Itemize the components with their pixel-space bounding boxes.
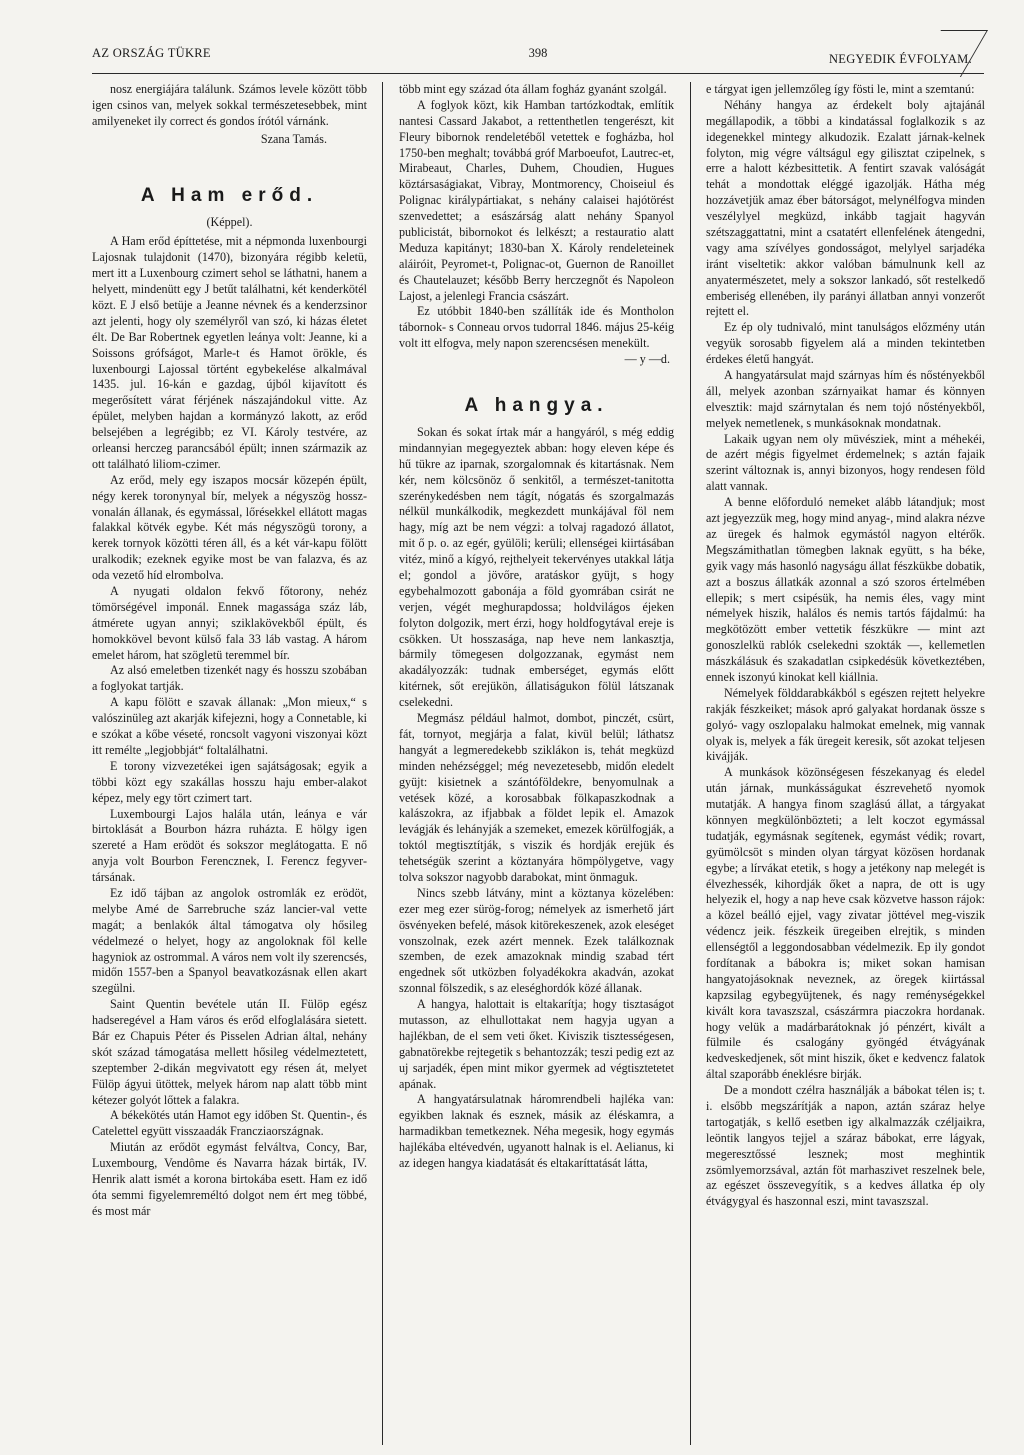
hangya-body <box>399 425 674 1172</box>
paragraph: E torony vizvezetékei igen sajátságosak; egyik a többi közt egy szakállas hosszu haju ember-alakot képez, mely egy tört czimert tart. <box>92 758 367 805</box>
ham-erod-body-continued <box>399 82 674 352</box>
paragraph: Saint Quentin bevétele után II. Fülöp egész hadseregével a Ham város és erőd elfoglalására sietett. Bár ez Chapuis Péter és Pisselen Adrian által, nehány skót század támogatása mellett hősileg védelmeztetett, szeptember 2-dikán megvivatott egy résen át, melyet Fülöp ágyui ütöttek, melyek három nap alatt több mint kétezer golyót lőttek a falakra. <box>92 997 367 1107</box>
paragraph: A békekötés után Hamot egy időben St. Quentin-, és Catelettel együtt visszaadák Francziaországnak. <box>92 1108 367 1139</box>
journal-title: AZ ORSZÁG TÜKRE <box>92 46 211 60</box>
paragraph: A hangyatársulat majd szárnyas hím és nőstényekből áll, melyek azonban szárnyaikat hamar és könnyen elvesztik: majd szárnytalan és nem tojó nőstényekből, melyek nemetlenek, s munkásoknak mondatnak. <box>706 368 985 430</box>
paragraph: A nyugati oldalon fekvő főtorony, nehéz tömörségével imponál. Ennek magassága száz láb, átmérete ugyan annyi; sziklakövekből épült, és homokkövel bevont külső fala 33 láb vastag. A három emelet három, hat szögletü teremmel bír. <box>92 584 367 662</box>
paragraph: A hangyatársulatnak háromrendbeli hajléka van: egyikben laknak és esznek, másik az éléskamra, a harmadikban temetkeznek. Néha megesik, hogy egymás hajlékába eltévedvén, ugyanott halnak is el. Aelianus, ki az idegen hangya kiadatását és eltakaríttatását látta, <box>399 1092 674 1170</box>
article-signature: — y —d. <box>624 352 670 367</box>
paragraph: Megmász például halmot, dombot, pinczét, csürt, fát, tornyot, megjárja a falat, kivül belül; láthatsz hangyát a legmeredekebb sziklákon is, tehát megküzd minden nehézséggel; még nevezetesebb, midőn eledelt gyüjt: kisietnek a szántóföldekre, benyomulnak a vetések közé, a korosabbak fölkapaszkodnak a kalászokra, az ifjabbak a földet lepik el. Amazok levágják és lehányják a szemeket, emezek körülfogják, a toktól megtisztítják, s viszik és hordják erejük és tehetségük szerint a köztanyára hömpölygetve, vagy tolva sokszor nagyobb darabokat, mint önmaguk. <box>399 711 674 884</box>
hangya-body-continued <box>706 82 985 1210</box>
paragraph: Ez utóbbit 1840-ben szállíták ide és Montholon tábornok- s Conneau orvos tudorral 1846. május 25-kéig volt itt elfogva, mely napon szerencsésen menekült. <box>399 304 674 351</box>
author-signature: Szana Tamás. <box>260 131 327 146</box>
paragraph: De a mondott czélra használják a bábokat télen is; t. i. elsőbb megszárítják a napon, aztán száraz helye tartogatják, s kellő esetben igy alkalmazzák czéljaikra, leöntik langyos tejjel a száraz bábokat, erre lágyak, megeresztőssé lesznek; most meghintik zsömlyemorzsával, aztán föt marhaszivet reszelnek bele, az egészet összevegyítik, s a kedves állatka ép oly étvágygyal és haszonnal eszi, mint tavaszszal. <box>706 1083 985 1209</box>
paragraph: Sokan és sokat írtak már a hangyáról, s még eddig mindannyian megegyeztek abban: hogy eleven képe és hű tükre az iparnak, szorgalomnak és kitartásnak. Nem kér, nem kölcsönöz ő senkitől, a természet-tanitotta szerénykedésben nem tágít, nógatás és szorgalmazás nélkül munkálkodik, megkezdett munkájával föl nem hagy, míg azt be nem végzi: a tolvaj ragadozó állatot, mit ő p. o. az egér, gyülöli; kerüli; ellenségei kiirtásában vitéz, minő a kígyó, rejthelyeit tekervényes utakkal látja el; gondol a jövőre, aratáskor gyüjt, s hogy egybehalmozott gabonája a föld gyomrában csirát ne verjen, végét meghurapdossa; holdvilágos éjeken folyton dolgozik, mert érzi, hogy holdfogytával ereje is csökken. Ut hosszasága, nap heve nem lankasztja, bármily tömegesen dolgozzanak, egymást nem akadályozzák: tudnak emberséget, egymás előtt kitérnek, sőt erejükön, állatiságukon fölül látszanak cselekedni. <box>399 425 674 710</box>
paragraph: A Ham erőd építtetése, mit a népmonda luxenbourgi Lajosnak tulajdonit (1470), bizonyára régibb keletü, mert itt a Luxenbourg czimert sehol se láthatni, hanem a helyett, mindenütt egy J betűt találhatni, két kenderkötél közt. E J első betüje a Jeanne névnek és a kenderzsinor azt jelenti, hogy oly személyről van szó, ki házas életet élt. De Bar Robertnek egyetlen leánya volt: Jeanne, ki a Soissons grófságot, Marle-t és Hamot örökle, és luxenbourgi Lajossal történt egybekelése alkalmával 1435. jul. 16-kán e gazdag, újból kijavított és megerősített várat férjének nászajándokul vitte. Az épület, melyben hajdan a kormányzó lakott, az erőd belsejében a legrégibb; ez VI. Károly testvére, az orleansi herczeg parancsából épült; innen származik az ott található liliom-czimer. <box>92 234 367 471</box>
paragraph: Az alsó emeletben tizenkét nagy és hosszu szobában a foglyokat tartják. <box>92 663 367 694</box>
column-1 <box>92 82 382 1445</box>
paragraph: Lakaik ugyan nem oly müvésziek, mint a méhekéi, de azért mégis figyelmet érdemelnek; s aztán fajaik szerint változnak is, annyi bizonyos, hogy rendesen föld alatt vannak. <box>706 431 985 494</box>
paragraph: Miután az erődöt egymást felváltva, Concy, Bar, Luxembourg, Vendôme és Navarra házak birták, IV. Henrik alatt ismét a korona birtokába esett. Ham ez idő óta semmi figyelemreméltó dolgot nem ért meg többé, és most már <box>92 1140 367 1218</box>
paragraph: Ez idő tájban az angolok ostromlák ez erödöt, melybe Amé de Sarrebruche száz lancier-val vette magát; a benlakók által támogatva oly hősileg védelmezé o helyet, hogy az angoloknak föl kelle hagyniok az ostrommal. A város nem volt ily szerencsés, midőn 1557-ben a Spanyol beavatkozásnak ellen akart szegülni. <box>92 885 367 996</box>
article-title-ham-erod: A Ham erőd. <box>140 184 319 206</box>
page-number: 398 <box>528 46 548 60</box>
paragraph: Luxembourgi Lajos halála után, leánya e vár birtoklását a Bourbon házra ruházta. E hölgy igen szereté a Ham erödöt és sokszor meglátogatta. E nő anyja volt Bourbon Ferencznek, I. Ferencz fegyver-társának. <box>92 806 367 885</box>
paragraph: A benne előforduló nemeket alább látandjuk; most azt jegyezzük meg, hogy mind anyag-, mind alakra nézve az üregek és halmok egymástól nagyon eltérők. Megszámithatlan tömegben laknak együtt, s ha béke, gyik vagy más hasonló nagyságu állat fészkükbe dobatik, azt a boszus állatkák azonnal a szó szoros értelmében ellepik; s mert csipésük, ha nemis éles, vagy mint némelyek hiszik, halálos és nemis tartós fájdalmú: ha megkötözött ember vettetik fészkükre — mint azt gonoszlelkü rablók cselekedni szokták —, kellemetlen mászkálásuk és szakadatlan csipkedésük következtében, ennek iszonyú kinokat kell kiállnia. <box>706 495 985 684</box>
column-2 <box>383 82 690 1445</box>
paragraph: A hangya, halottait is eltakarítja; hogy tisztaságot mutasson, az elhullottakat nem hagyja ugyan a hajlékban, de el sem veti őket. Kiviszik tisztességesen, gabnatörekbe rejtegetik s behantozzák; teszi pedig ezt az uj sarjadék, épen mint mikor gyermek ad végtisztetetet apának. <box>399 997 674 1091</box>
volume-label: NEGYEDIK ÉVFOLYAM. <box>828 52 972 66</box>
paragraph: Nincs szebb látvány, mint a köztanya közelében: ezer meg ezer sürög-forog; némelyek az ismerhető járt ösvényeken befelé, mások kitörekeszenek, azok eleséget vonszolnak, ezek azért mennek. Ezek találkoznak szemben, de ezek amazoknak mindig szabad tért engednek sőt utközben folyadékokra akadván, azokat szonnal fölszedik, s az eleséghordók közé állanak. <box>399 885 674 996</box>
paragraph: A kapu fölött e szavak állanak: „Mon mieux,“ s valószinüleg azt akarják kifejezni, hogy a Connetable, ki e szókat a kőbe véseté, roncsolt vagyoni viszonyai közt itt remélte „legjobbját“ foltalálhatni. <box>92 695 367 757</box>
paragraph: Az erőd, mely egy iszapos mocsár közepén épült, négy kerek toronynyal bír, melyek a négyszög hossz-vonalán állanak, és egymással, lőrésekkel ellátott magas falakkal kötvék egybe. Két más négyszögü torony, a kerek tornyok közötti téren áll, és a két vár-kapu fölött uralkodik; ezeknek egyike most be van falazva, és az oda vezető híd elrombolva. <box>92 472 367 583</box>
paragraph: Ez ép oly tudnivaló, mint tanulságos előzmény után vegyük sorosabb figyelem alá a minden tekintetben érdekes életű hangyát. <box>706 320 985 367</box>
paragraph: Néhány hangya az érdekelt boly ajtajánál megállapodik, a többi a kindatással foglalkozik s az idegenekkel mintegy alkudozik. Ezalatt járnak-kelnek folyton, mig végre váltságul egy gilisztat czipelnek, s erre a halott kézbesittetik. A fentirt szavak valóságát tehát a mondottak eléggé igazolják. Hátha még hozzávetjük amaz éber bátorságot, melynélfogva minden veszélylyel megküzd, inkább tagjait hagyván szétszaggattatni, mint a csatatért ellenfelének átengedni, vagy ama szívélyes gondosságot, melylyel sarjadéka iránt viseltetik: akkor valóban bámulnunk kell az anyatermészetet, mely a sokszor lankadó, sőt restelkedő emberiség ellenében, ily parányi állatban annyi vonzerőt rejtett el. <box>706 97 985 319</box>
ham-erod-body <box>92 234 367 1219</box>
article-title-hangya: A hangya. <box>464 395 609 417</box>
paragraph: A foglyok közt, kik Hamban tartózkodtak, említik nantesi Cassard Jakabot, a rettenthetlen tengerészt, kit Fleury bibornok rendeletéből vetettek e fogházba, hol 1750-ben meghalt; továbbá gróf Marboeufot, Lautrec-et, Mirabeaut, Charles, Duhem, Choudien, Hugues köztársaságiakat, Vibray, Montmorency, Choiseiul és Polignac királypártiakat, s nehány calaisei hajótörést szenvedettet; a esászárság alatt nehány Spanyol publicistát, bibornokot és lelkészt; a restauratio alatt Meduza kapitányt; 1830-ban X. Károly rendeleteinek aláiróit, Peyromet-t, Polignac-ot, Guernon de Ranoillet és Chautelauzet; később Berry herczegnőt és Napoleon Lajost, a jelenlegi Francia császárt. <box>399 97 674 303</box>
article-columns <box>92 82 988 1445</box>
paragraph: több mint egy század óta állam fogház gyanánt szolgál. <box>399 82 667 96</box>
column-3 <box>691 82 985 1445</box>
paragraph: A munkások közönségesen fészekanyag és eledel után járnak, munkásságukat észrevehető nyomok mutatják. A hangya finom szaglású állat, a tárgyakat könnyen megkülönbözteti; a lelt koczot egymással tudatják, egymásnak segítenek, egymást védik; rovart, gyümölcsöt s minden olyan tárgyat közösen hordanak egybe; a lírvákat etetik, s hogy a jetékony nap melegét is élvezhessék, kihordják őket a napra, de ott is ugy helyezik el, hogy a nap heve csak közvetve hasson rájok: a közel beálló ejjel, vagy zivatar jöttével meg-viszik védencz jeik. fészkeik üregeiben elrejtik, s minden ellenségtől a leggondosabban védelmezik. Ep ily gondot fordítanak a bábokra is; miket sokan hamisan hangyatojásoknak neveznek, az öregek kiirtással kapzsilag egybegyüjtenek, és nagy reménységekkel kivált kora tavaszszal, császármra piaczokra hordanak. hogy velük a madárbarátoknak jó pénzért, kivált a fülmile és csalogány gyöngéd étvágyának kedveskedjenek, sőt mint hiszik, őket e kedvencz falatok által szaporább éneklésre birják. <box>706 765 985 1082</box>
previous-article-ending: nosz energiájára találunk. Számos levele között több igen csinos van, melyek sokkal természetesebbek, mint amilyeneket ily correct és gondos írótól várnánk. <box>92 82 367 128</box>
page-header <box>92 40 984 74</box>
article-subtitle: (Képpel). <box>206 214 253 229</box>
header-rule <box>92 73 984 74</box>
paragraph: e tárgyat igen jellemzőleg így fösti le, mint a szemtanú: <box>706 82 975 96</box>
paragraph: Némelyek földdarabkákból s egészen rejtett helyekre rakják fészkeiket; mások apró galyakat hordanak össze s golyó- vagy oszlopalaku halmokat emelnek, mig vannak olyak is, melyek a fák üregeit keresik, sőt azokat teljesen kivájják. <box>706 685 985 764</box>
